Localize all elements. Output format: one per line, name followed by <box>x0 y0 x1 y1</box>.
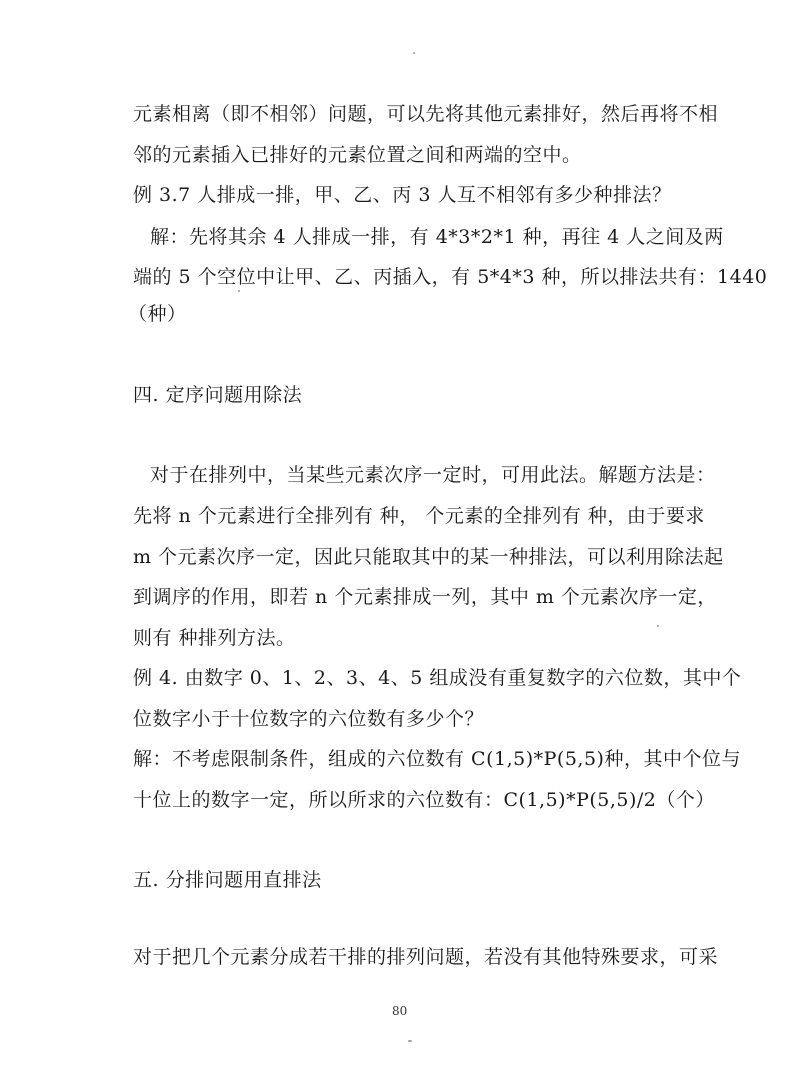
paragraph-line: 元素相离（即不相邻）问题，可以先将其他元素排好，然后再将不相 <box>133 103 719 125</box>
paragraph-line: 邻的元素插入已排好的元素位置之间和两端的空中。 <box>133 144 582 166</box>
solution-line: 解：先将其余 4 人排成一排，有 4*3*2*1 种，再往 4 人之间及两 <box>150 226 724 248</box>
paragraph-line: 则有 种排列方法。 <box>133 627 296 649</box>
example-question: 位数字小于十位数字的六位数有多少个？ <box>133 708 485 730</box>
solution-line: （种） <box>128 303 187 325</box>
scan-speck <box>413 52 415 54</box>
solution-line: 十位上的数字一定，所以所求的六位数有：C(1,5)*P(5,5)/2（个） <box>133 789 715 811</box>
solution-line: 端的 5 个空位中让甲、乙、丙插入，有 5*4*3 种，所以排法共有：1440 <box>133 266 768 288</box>
scan-speck <box>408 1040 412 1042</box>
example-question: 例 3.7 人排成一排，甲、乙、丙 3 人互不相邻有多少种排法？ <box>133 184 672 206</box>
paragraph-line: 对于把几个元素分成若干排的排列问题，若没有其他特殊要求，可采 <box>133 946 719 968</box>
scan-speck <box>657 625 659 627</box>
paragraph-line: 先将 n 个元素进行全排列有 种， 个元素的全排列有 种，由于要求 <box>133 505 705 527</box>
page-number: 80 <box>392 1004 408 1018</box>
scan-speck <box>238 290 240 292</box>
paragraph-line: m 个元素次序一定，因此只能取其中的某一种排法，可以利用除法起 <box>133 546 724 568</box>
paragraph-line: 对于在排列中，当某些元素次序一定时，可用此法。解题方法是： <box>150 464 716 486</box>
section-heading: 四. 定序问题用除法 <box>133 384 303 406</box>
section-heading: 五. 分排问题用直排法 <box>133 869 322 891</box>
paragraph-line: 到调序的作用，即若 n 个元素排成一列，其中 m 个元素次序一定， <box>133 586 717 608</box>
example-question: 例 4. 由数字 0、1、2、3、4、5 组成没有重复数字的六位数，其中个 <box>133 667 742 689</box>
solution-line: 解：不考虑限制条件，组成的六位数有 C(1,5)*P(5,5)种，其中个位与 <box>133 748 741 770</box>
